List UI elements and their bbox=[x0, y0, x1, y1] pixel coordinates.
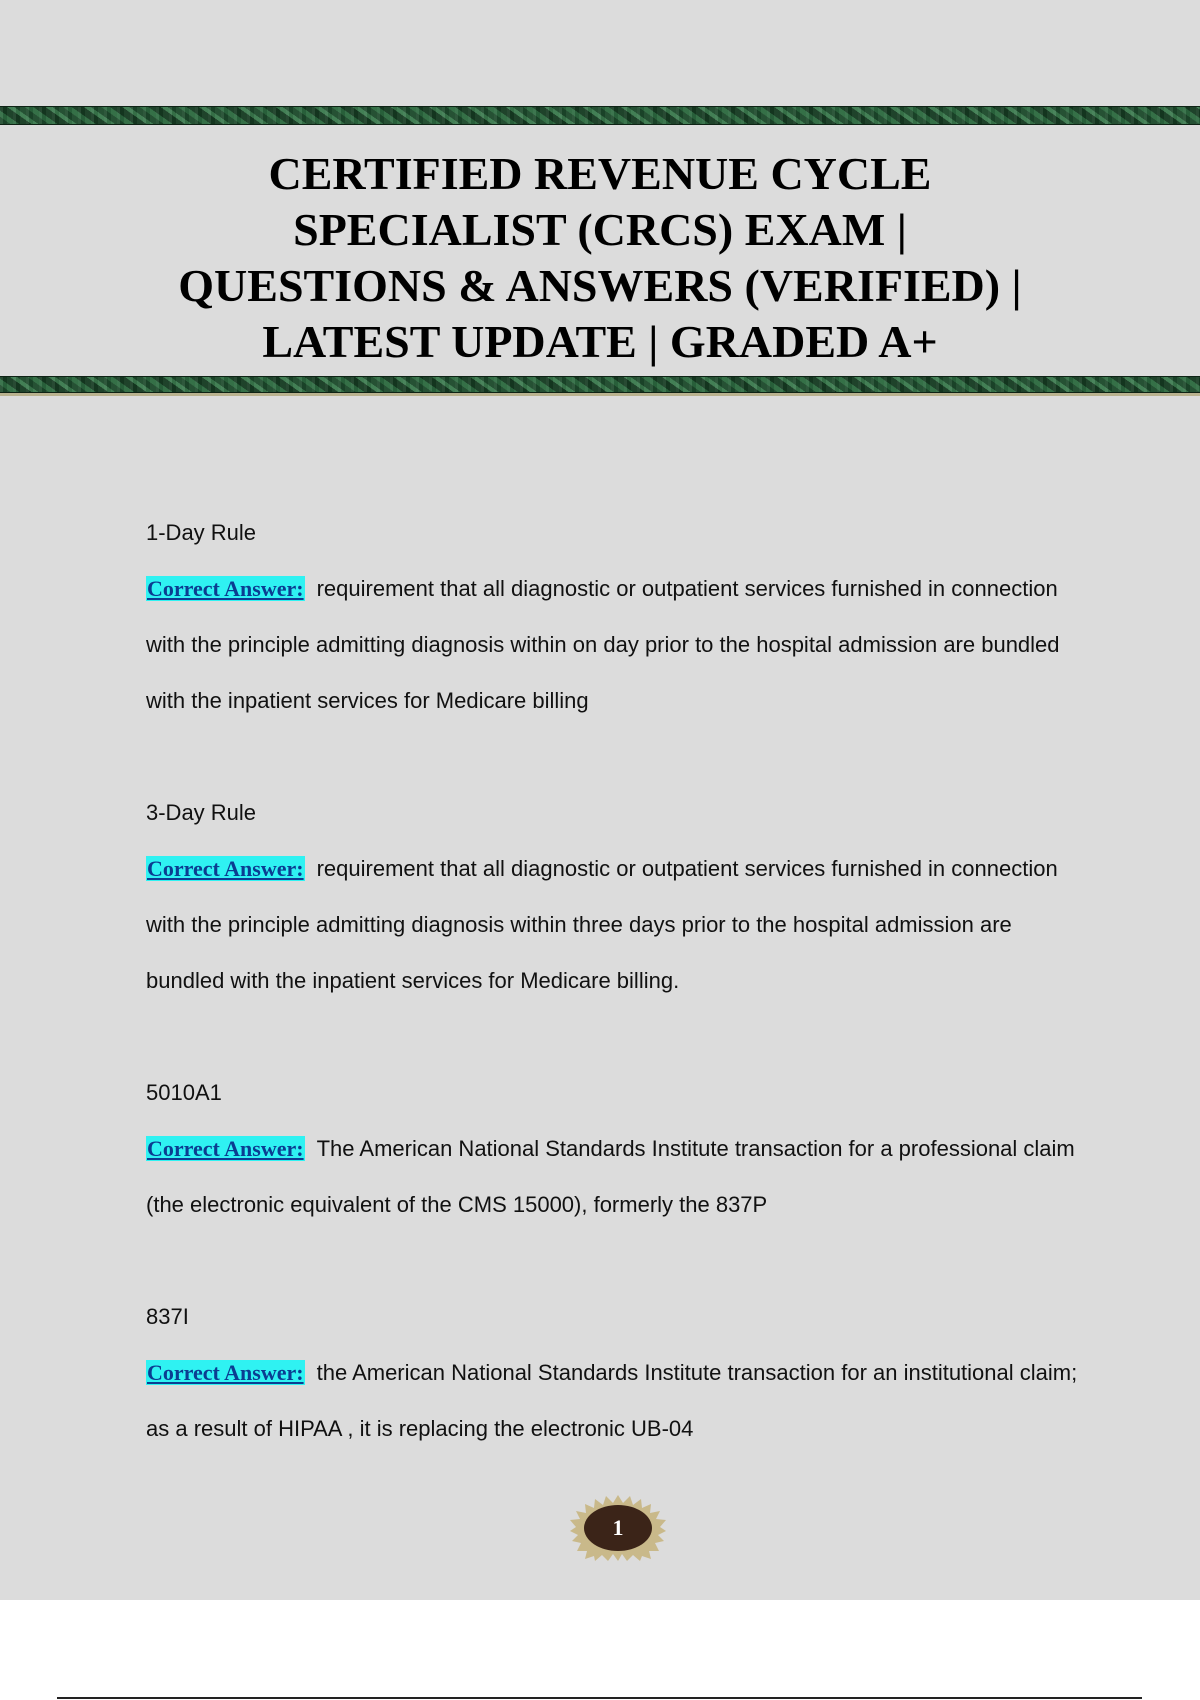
correct-answer-label: Correct Answer: bbox=[147, 856, 304, 881]
answer-text: requirement that all diagnostic or outpatient services furnished in connection with the principle admitting diagnosis within on day prior to the hospital admission are bundled with the inpatient services for Medicare billing bbox=[146, 576, 1060, 713]
answer-paragraph bbox=[146, 561, 1086, 729]
page-number: 1 bbox=[612, 1515, 624, 1540]
footer-rule bbox=[57, 1697, 1142, 1699]
qa-list bbox=[146, 505, 1086, 1513]
qa-item bbox=[146, 1289, 1086, 1457]
correct-answer-label: Correct Answer: bbox=[147, 1136, 304, 1161]
decorative-band-top bbox=[0, 106, 1200, 125]
question-term: 5010A1 bbox=[146, 1080, 222, 1105]
answer-paragraph bbox=[146, 1121, 1086, 1233]
decorative-band-bottom bbox=[0, 376, 1200, 393]
qa-item bbox=[146, 505, 1086, 729]
answer-text: the American National Standards Institute transaction for an institutional claim; as a result of HIPAA , it is replacing the electronic UB-04 bbox=[146, 1360, 1078, 1441]
answer-paragraph bbox=[146, 1345, 1086, 1457]
question-term: 3-Day Rule bbox=[146, 800, 257, 825]
correct-answer-label: Correct Answer: bbox=[147, 576, 304, 601]
qa-item bbox=[146, 785, 1086, 1009]
answer-paragraph bbox=[146, 841, 1086, 1009]
correct-answer-label: Correct Answer: bbox=[147, 1360, 304, 1385]
answer-text: requirement that all diagnostic or outpatient services furnished in connection with the principle admitting diagnosis within three days prior to the hospital admission are bundled with the inpatient services for Medicare billing. bbox=[146, 856, 1058, 993]
answer-text: The American National Standards Institute transaction for a professional claim (the electronic equivalent of the CMS 15000), formerly the 837P bbox=[146, 1136, 1075, 1217]
question-term: 837I bbox=[146, 1304, 189, 1329]
qa-item bbox=[146, 1065, 1086, 1233]
document-title: CERTIFIED REVENUE CYCLE SPECIALIST (CRCS) EXAM | QUESTIONS & ANSWERS (VERIFIED) | LATEST UPDATE | GRADED A+ bbox=[178, 148, 1022, 367]
question-term: 1-Day Rule bbox=[146, 520, 257, 545]
